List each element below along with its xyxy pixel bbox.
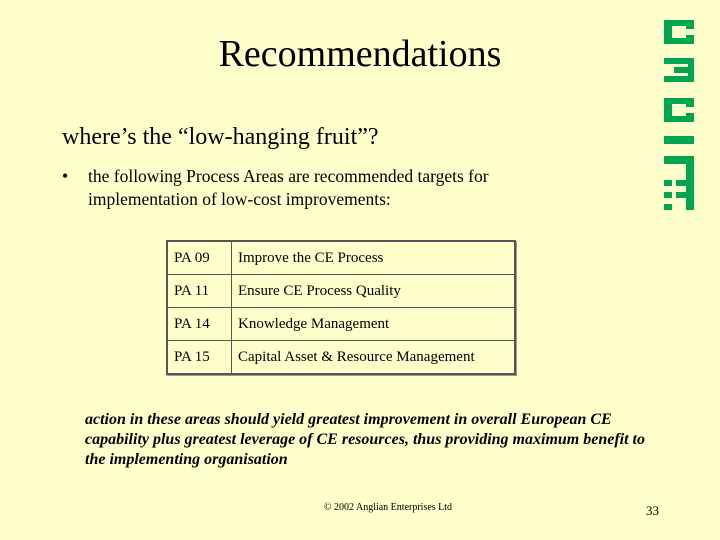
table-row <box>167 241 515 275</box>
pa-code: PA 09 <box>167 241 232 275</box>
table-row <box>167 341 515 375</box>
cecim-logo-icon <box>664 20 694 210</box>
pa-name: Improve the CE Process <box>238 249 384 266</box>
slide-title: Recommendations <box>218 33 502 75</box>
pa-name: Ensure CE Process Quality <box>232 275 516 308</box>
pa-code: PA 14 <box>167 308 232 341</box>
conclusion-text: action in these areas should yield greatest improvement in overall European CE capability plus greatest leverage of CE resources, thus providing maximum benefit to the implementing organisation <box>85 411 645 468</box>
page-number: 33 <box>646 503 659 518</box>
pa-code: PA 11 <box>167 275 232 308</box>
pa-name: Capital Asset & Resource Management <box>232 341 516 375</box>
bullet-text: the following Process Areas are recommended targets for implementation of low-cost improvements: <box>88 166 489 209</box>
table-row <box>167 308 515 341</box>
pa-name: Knowledge Management <box>232 308 516 341</box>
slide-subtitle: where’s the “low-hanging fruit”? <box>62 124 379 150</box>
table-row <box>167 275 515 308</box>
pa-code: PA 15 <box>167 341 232 375</box>
process-areas-table <box>166 240 516 375</box>
bullet-marker: • <box>62 166 69 186</box>
copyright-footer: © 2002 Anglian Enterprises Ltd <box>323 502 453 513</box>
